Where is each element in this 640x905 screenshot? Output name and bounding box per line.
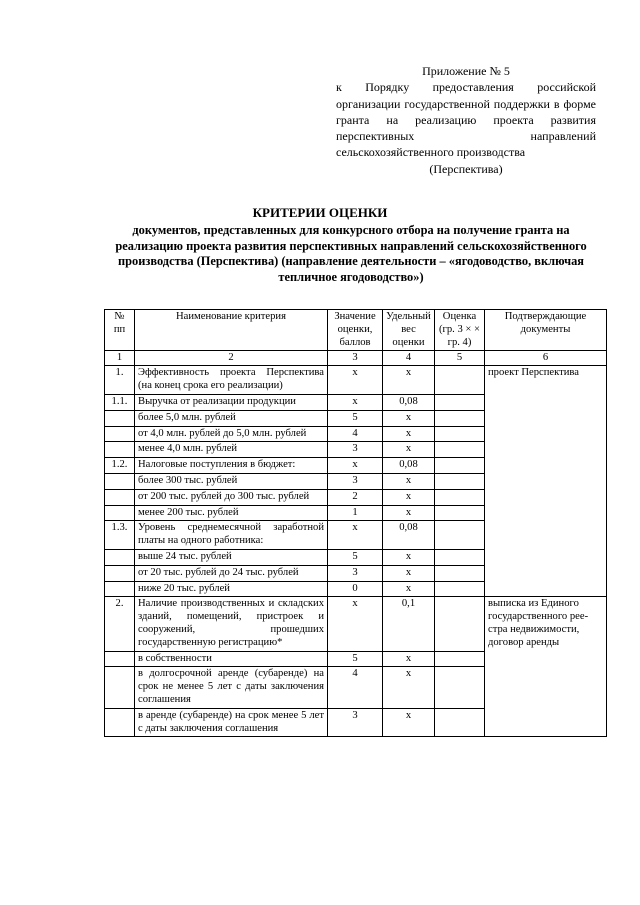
appendix-last-line: (Перспектива)	[429, 161, 503, 176]
criterion-name: Наличие производственных и складских зданий, помещений, пристроек и сооружений, прошедших государственную регистрацию*	[135, 597, 328, 651]
row-number: 2.	[105, 597, 135, 651]
row-number: 1.	[105, 366, 135, 395]
column-index-row	[105, 351, 607, 366]
score-cell	[435, 708, 485, 737]
score-cell	[435, 394, 485, 410]
row-number: 1.1.	[105, 394, 135, 410]
criterion-name: в аренде (субаренде) на срок менее 5 лет с даты заключения соглашения	[135, 708, 328, 737]
header-score: Оценка (гр. 3 × × гр. 4)	[435, 310, 485, 351]
score-value: х	[328, 366, 383, 395]
criterion-name: Эффективность проекта Перспектива (на конец срока его реализации)	[135, 366, 328, 395]
score-cell	[435, 667, 485, 708]
weight-value: 0,08	[383, 394, 435, 410]
score-value: х	[328, 394, 383, 410]
row-number	[105, 651, 135, 667]
score-value: 3	[328, 708, 383, 737]
score-value: х	[328, 458, 383, 474]
column-index: 1	[105, 351, 135, 366]
weight-value: х	[383, 565, 435, 581]
score-cell	[435, 565, 485, 581]
score-value: 3	[328, 473, 383, 489]
weight-value: х	[383, 549, 435, 565]
score-cell	[435, 521, 485, 550]
column-index: 2	[135, 351, 328, 366]
criterion-name: от 4,0 млн. рублей до 5,0 млн. рублей	[135, 426, 328, 442]
score-value: 4	[328, 426, 383, 442]
weight-value: х	[383, 581, 435, 597]
criterion-name: в собственности	[135, 651, 328, 667]
header-name: Наименование критерия	[135, 310, 328, 351]
row-number	[105, 667, 135, 708]
header-num: № пп	[105, 310, 135, 351]
score-value: 5	[328, 651, 383, 667]
row-number	[105, 426, 135, 442]
supporting-documents: проект Перспектива	[485, 366, 607, 597]
row-number	[105, 565, 135, 581]
score-cell	[435, 458, 485, 474]
weight-value: 0,08	[383, 458, 435, 474]
document-title: КРИТЕРИИ ОЦЕНКИ	[252, 205, 388, 220]
document-subtitle: документов, представленных для конкурсного отбора на получение гранта на реализацию проекта развития перспективных направлений сельскохозяйственного производства (Перспектива) (направление деятельности – «ягодоводство, включая тепличное ягодоводство»)	[115, 223, 587, 284]
row-number	[105, 442, 135, 458]
weight-value: х	[383, 651, 435, 667]
criterion-name: менее 4,0 млн. рублей	[135, 442, 328, 458]
score-cell	[435, 366, 485, 395]
criterion-name: менее 200 тыс. рублей	[135, 505, 328, 521]
appendix-title: Приложение № 5	[422, 64, 510, 78]
table-row	[105, 597, 607, 651]
weight-value: х	[383, 442, 435, 458]
score-cell	[435, 581, 485, 597]
score-cell	[435, 549, 485, 565]
score-cell	[435, 442, 485, 458]
row-number	[105, 549, 135, 565]
weight-value: х	[383, 426, 435, 442]
score-value: 1	[328, 505, 383, 521]
weight-value: х	[383, 708, 435, 737]
score-value: х	[328, 521, 383, 550]
weight-value: х	[383, 505, 435, 521]
column-index: 3	[328, 351, 383, 366]
criterion-name: более 300 тыс. рублей	[135, 473, 328, 489]
criterion-name: выше 24 тыс. рублей	[135, 549, 328, 565]
row-number	[105, 708, 135, 737]
score-value: 0	[328, 581, 383, 597]
score-cell	[435, 505, 485, 521]
criterion-name: в долгосрочной аренде (субаренде) на срок не менее 5 лет с даты заключения соглашения	[135, 667, 328, 708]
row-number	[105, 473, 135, 489]
weight-value: х	[383, 366, 435, 395]
row-number	[105, 505, 135, 521]
weight-value: 0,08	[383, 521, 435, 550]
row-number	[105, 581, 135, 597]
score-value: 5	[328, 549, 383, 565]
criterion-name: от 20 тыс. рублей до 24 тыс. рублей	[135, 565, 328, 581]
row-number	[105, 489, 135, 505]
table-row	[105, 366, 607, 395]
appendix-body: к Порядку предоставления российской организации государственной поддержки в форме гранта на реализацию проекта развития перспективных направлений сельскохозяйственного производства	[336, 80, 596, 160]
criterion-name: Выручка от реализации продукции	[135, 394, 328, 410]
column-index: 5	[435, 351, 485, 366]
supporting-documents: выписка из Единого государственного реестра недвижимости, договор аренды	[485, 597, 607, 737]
column-index: 6	[485, 351, 607, 366]
appendix-block	[336, 63, 596, 177]
score-cell	[435, 597, 485, 651]
weight-value: х	[383, 410, 435, 426]
header-docs: Подтверждающие документы	[485, 310, 607, 351]
criterion-name: Налоговые поступления в бюджет:	[135, 458, 328, 474]
row-number	[105, 410, 135, 426]
score-cell	[435, 410, 485, 426]
score-value: 4	[328, 667, 383, 708]
row-number: 1.3.	[105, 521, 135, 550]
weight-value: х	[383, 473, 435, 489]
column-index: 4	[383, 351, 435, 366]
score-value: х	[328, 597, 383, 651]
score-value: 2	[328, 489, 383, 505]
table-header-row	[105, 310, 607, 351]
weight-value: х	[383, 489, 435, 505]
criteria-table	[104, 309, 607, 737]
header-value: Значение оценки, баллов	[328, 310, 383, 351]
row-number: 1.2.	[105, 458, 135, 474]
score-cell	[435, 473, 485, 489]
score-cell	[435, 651, 485, 667]
weight-value: х	[383, 667, 435, 708]
score-cell	[435, 489, 485, 505]
criterion-name: от 200 тыс. рублей до 300 тыс. рублей	[135, 489, 328, 505]
criteria-table-body	[105, 366, 607, 737]
criterion-name: ниже 20 тыс. рублей	[135, 581, 328, 597]
score-value: 5	[328, 410, 383, 426]
score-value: 3	[328, 565, 383, 581]
weight-value: 0,1	[383, 597, 435, 651]
criterion-name: Уровень среднемесячной заработной платы на одного работника:	[135, 521, 328, 550]
criterion-name: более 5,0 млн. рублей	[135, 410, 328, 426]
score-cell	[435, 426, 485, 442]
score-value: 3	[328, 442, 383, 458]
header-weight: Удельный вес оценки	[383, 310, 435, 351]
